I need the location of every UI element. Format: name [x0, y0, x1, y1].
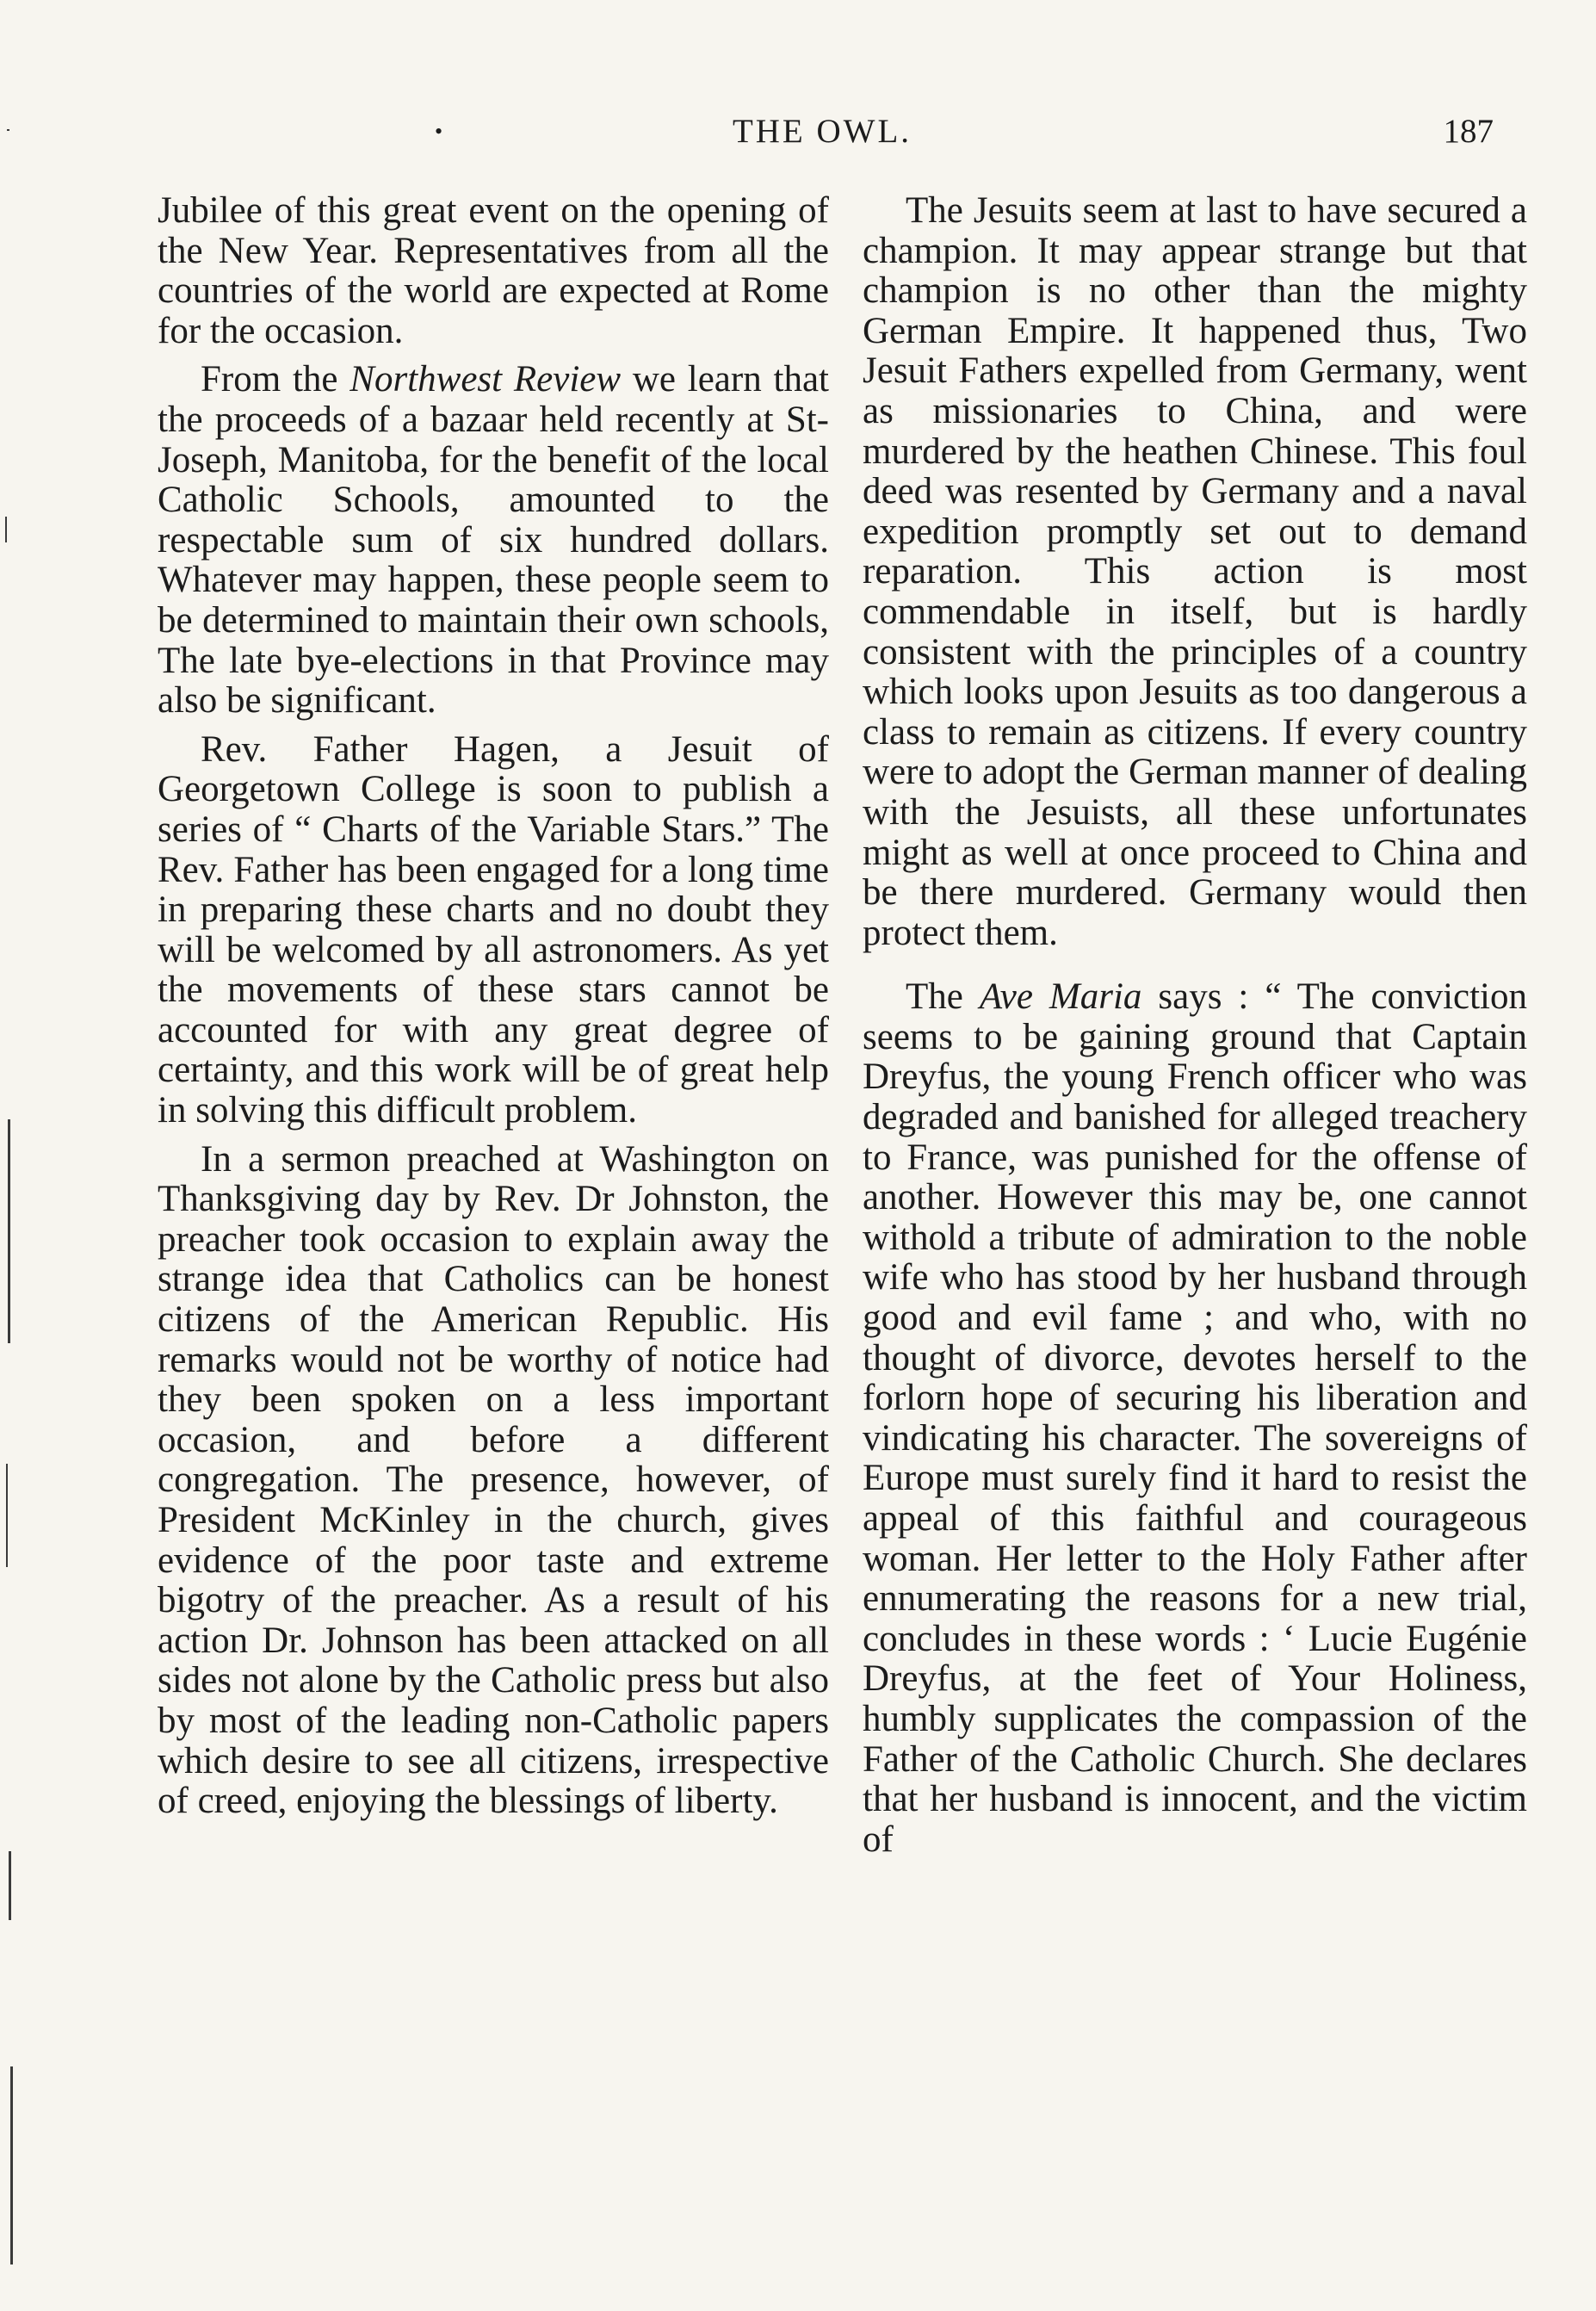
paragraph-text: From the — [201, 359, 350, 400]
page-header — [151, 112, 1494, 164]
margin-scan-marks — [0, 0, 52, 2311]
paragraph — [863, 977, 1527, 1860]
scan-speck — [10, 2066, 13, 2265]
publication-title: Northwest Review — [350, 359, 622, 400]
scan-speck — [9, 1851, 11, 1920]
paragraph: In a sermon preached at Washington on Thanksgiving day by Rev. Dr Johnston, the preacher took occasion to explain away the strange idea that Catholics can be honest citizens of the American Republic. His remarks would not be worthy of notice had they been spoken on a less important occasion, and before a different congregation. The presence, however, of President McKinley in the church, gives evidence of the poor taste and extreme bigotry of the preacher. As a result of his action Dr. Johnson has been attacked on all sides not alone by the Catholic press but also by most of the leading non-Catholic papers which desire to see all citizens, irrespective of creed, enjoying the blessings of liberty. — [158, 1138, 829, 1822]
paragraph: Rev. Father Hagen, a Jesuit of Georgetown College is soon to publish a series of “ Charts of the Variable Stars.” The Rev. Father has been engaged for a long time in preparing these charts and no doubt they will be welcomed by all astronomers. As yet the movements of these stars cannot be accounted for with any great degree of certainty, and this work will be of great help in solving this difficult problem. — [158, 728, 829, 1131]
scan-speck — [6, 1464, 8, 1567]
running-title: THE OWL. — [732, 113, 912, 150]
left-column — [158, 191, 829, 1831]
publication-title: Ave Maria — [979, 976, 1142, 1018]
scan-speck — [5, 517, 7, 542]
right-column — [863, 191, 1527, 1868]
header-mark: • — [435, 119, 443, 144]
paragraph: Jubilee of this great event on the opening of the New Year. Representatives from all the countries of the world are expected at Rome for the occasion. — [158, 190, 829, 351]
paragraph: The Jesuits seem at last to have secured a champion. It may appear strange but that champion is no other than the mighty German Empire. It happened thus, Two Jesuit Fathers expelled from Germany, went as missionaries to China, and were murdered by the heathen Chinese. This foul deed was resented by Germany and a naval expedition promptly set out to demand reparation. This action is most commendable in itself, but is hardly consistent with the principles of a country which looks upon Jesuits as too dangerous a class to remain as citizens. If every country were to adopt the German manner of dealing with the Jesuists, all these unfortunates might as well at once proceed to China and be there murdered. Germany would then protect them. — [863, 190, 1527, 953]
page-number: 187 — [1443, 113, 1494, 150]
paragraph-text: says : “ The conviction seems to be gaining ground that Captain Dreyfus, the young French officer who was degraded and banished for alleged treachery to France, was punished for the offense of another. However this may be, one cannot withold a tribute of admiration to the noble wife who has stood by her husband through good and evil fame ; and who, with no thought of divorce, devotes herself to the forlorn hope of securing his liberation and vindicating his character. The sovereigns of Europe must surely find it hard to resist the appeal of this faithful and courageous woman. Her letter to the Holy Father after ennumerating the reasons for a new trial, concludes in these words : ‘ Lucie Eugénie Dreyfus, at the feet of Your Holiness, humbly supplicates the compassion of the Father of the Catholic Church. She declares that her husband is innocent, and the victim of — [863, 976, 1527, 1860]
paragraph-text: we learn that the proceeds of a bazaar held recently at St-Joseph, Manitoba, for the benefit of the local Catholic Schools, amounted to the respectable sum of six hundred dollars. Whatever may happen, these people seem to be determined to maintain their own schools, The late bye-elections in that Province may also be significant. — [158, 359, 829, 722]
scan-speck — [7, 129, 9, 131]
paragraph — [158, 360, 829, 721]
paragraph-text: The — [906, 976, 980, 1018]
scan-speck — [8, 1119, 10, 1343]
